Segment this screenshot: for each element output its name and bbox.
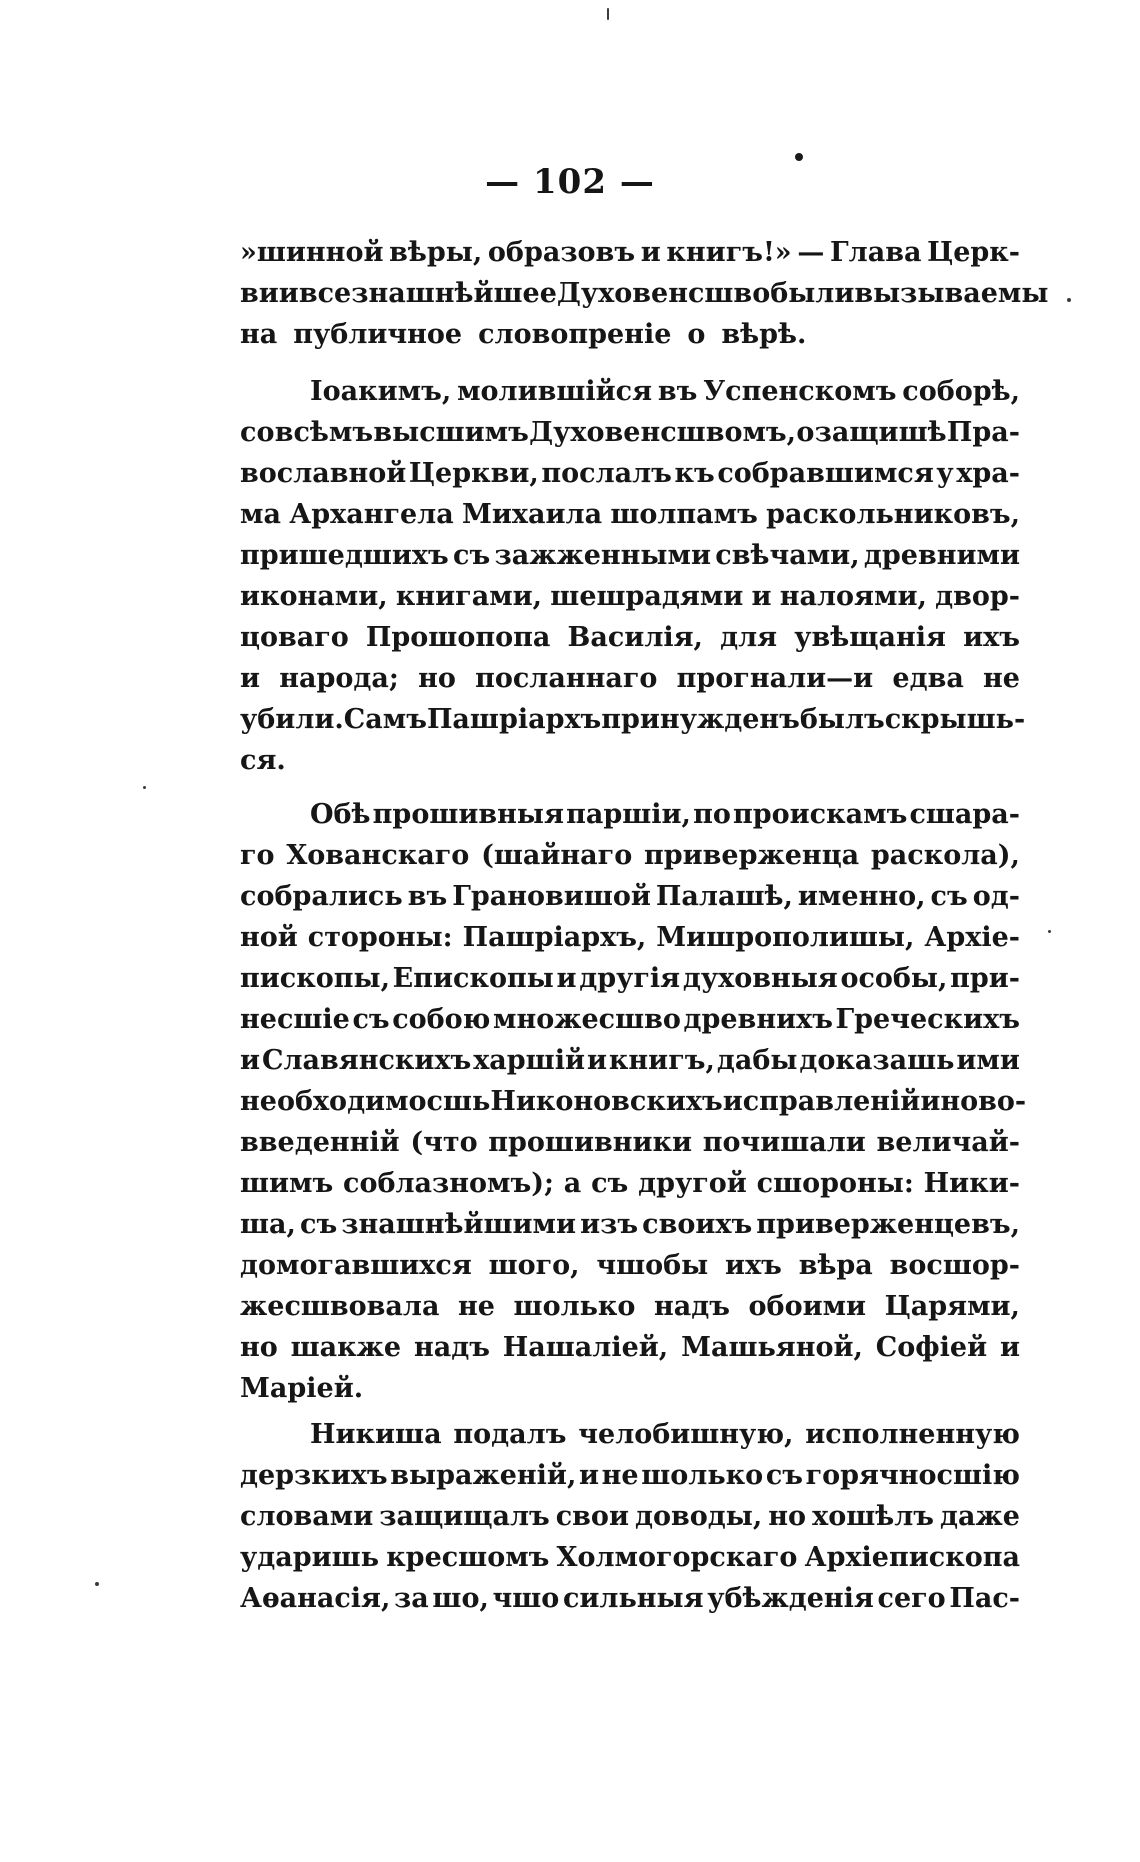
word: Духовенсшвомъ, [529, 417, 797, 448]
word: и [579, 1460, 600, 1491]
word: Грановишой [452, 881, 651, 912]
text-line [240, 794, 1020, 835]
word: ими [956, 1045, 1020, 1076]
word: съ [352, 1004, 390, 1035]
word: въ [657, 376, 698, 407]
word: народа; [279, 663, 399, 694]
word: величай- [876, 1127, 1020, 1158]
text-line [240, 1286, 1020, 1327]
word: харшій [473, 1045, 585, 1076]
word: вѣра [798, 1250, 873, 1281]
text-line [240, 412, 1020, 453]
word: знашнѣйшими [341, 1209, 577, 1240]
word: на [240, 319, 278, 350]
word: по [693, 799, 731, 830]
word: другія [579, 963, 681, 994]
word: вославной [240, 458, 407, 489]
word: Архіепископа [804, 1542, 1020, 1573]
word: »шинной [240, 237, 384, 268]
word: Церкви, [408, 458, 539, 489]
text-line [240, 958, 1020, 999]
word: едва [892, 663, 964, 694]
text-line [240, 453, 1020, 494]
text-line [240, 494, 1020, 535]
word: ударишь [240, 1542, 380, 1573]
word: Славянскихъ [261, 1045, 472, 1076]
word: приверженцевъ, [756, 1209, 1020, 1240]
word: Прошопопа [365, 622, 551, 653]
word: пископы, [240, 963, 390, 994]
word: налоями, [779, 581, 927, 612]
word: сшороны: [756, 1168, 914, 1199]
word: Василія, [567, 622, 703, 653]
word: и [920, 1086, 941, 1117]
word: Михаила [462, 499, 603, 530]
word: къ [674, 458, 715, 489]
ink-dot-mark [795, 153, 803, 161]
word: приверженца [644, 840, 860, 871]
word: другой [638, 1168, 747, 1199]
word: и [240, 663, 261, 694]
word: од- [972, 881, 1020, 912]
word: Аѳанасія, [240, 1583, 391, 1614]
word: прошивныя [372, 799, 564, 830]
word: раскола), [870, 840, 1020, 871]
word: защишѣ [814, 417, 947, 448]
word: Мишрополишы, [656, 922, 915, 953]
word: и [278, 278, 299, 309]
word: принужденъ [601, 704, 800, 735]
word: Духовенсшво [556, 278, 771, 309]
text-line [240, 371, 1020, 412]
word: исправленій [722, 1086, 921, 1117]
page-number: — 102 — [485, 162, 655, 202]
word: Церк- [927, 237, 1020, 268]
word: своихъ [642, 1209, 753, 1240]
word: ихъ [725, 1250, 782, 1281]
word: кресшомъ [386, 1542, 550, 1573]
text-line [240, 273, 1049, 314]
word: публичное [293, 319, 463, 350]
word: хра- [956, 458, 1020, 489]
word: шакже [290, 1332, 402, 1363]
word: Успенскомъ [703, 376, 897, 407]
word: древнихъ [683, 1004, 833, 1035]
word: Софіей [875, 1332, 988, 1363]
word: дабы [716, 1045, 798, 1076]
word: не [983, 663, 1020, 694]
word: Самъ [343, 704, 427, 735]
word: для [720, 622, 778, 653]
word: Пас- [949, 1583, 1020, 1614]
word: посланнаго [475, 663, 658, 694]
word: надъ [413, 1332, 490, 1363]
word: Хованскаго [286, 840, 470, 871]
word: собою [392, 1004, 491, 1035]
word: со [240, 417, 275, 448]
word: надъ [654, 1291, 730, 1322]
paper-speck [95, 1582, 99, 1586]
word: сшара- [909, 799, 1020, 830]
text-line [240, 740, 1020, 781]
word: книгъ!» [666, 237, 792, 268]
word: паршіи, [566, 799, 691, 830]
word: ихъ [963, 622, 1020, 653]
word: Царями, [884, 1291, 1020, 1322]
word: иконами, [240, 581, 388, 612]
word: Греческихъ [835, 1004, 1020, 1035]
word: Пашріархъ [426, 704, 602, 735]
text-line [240, 535, 1020, 576]
word: при- [950, 963, 1020, 994]
text-line [240, 314, 1020, 355]
word: цоваго [240, 622, 349, 653]
word: и [240, 1045, 261, 1076]
paper-speck [143, 786, 146, 789]
word: о [796, 417, 815, 448]
text-line [240, 658, 1020, 699]
word: домогавшихся [240, 1250, 472, 1281]
text-line [240, 876, 1020, 917]
word: го [240, 840, 275, 871]
paragraph-1 [240, 232, 1049, 355]
word: чшо [492, 1583, 560, 1614]
word: проискамъ [733, 799, 908, 830]
paragraph-2 [240, 371, 1026, 781]
text-line [240, 1327, 1020, 1368]
word: челобишную, [578, 1419, 794, 1450]
word: двор- [935, 581, 1020, 612]
word: знашнѣйшее [351, 278, 557, 309]
word: (что [410, 1127, 478, 1158]
word: множесшво [492, 1004, 681, 1035]
word: особы, [840, 963, 948, 994]
word: словопреніе [478, 319, 672, 350]
paragraph-3 [240, 794, 1027, 1409]
word: сего [877, 1583, 946, 1614]
word: Никиша [310, 1419, 442, 1450]
word: молившійся [457, 376, 653, 407]
word: все [298, 278, 352, 309]
word: выраженій, [390, 1460, 577, 1491]
text-line [240, 1163, 1020, 1204]
text-line [240, 1122, 1020, 1163]
word: свои [555, 1501, 629, 1532]
word: а [563, 1168, 582, 1199]
text-line [240, 1081, 1027, 1122]
word: не [601, 1460, 639, 1491]
word: несшіе [240, 1004, 350, 1035]
word: сильныя [562, 1583, 704, 1614]
word: книгъ, [608, 1045, 715, 1076]
word: Глава [830, 237, 922, 268]
word: и [556, 963, 577, 994]
word: убѣжденія [707, 1583, 874, 1614]
text-line [240, 1496, 1020, 1537]
word: Епископы [392, 963, 554, 994]
word: и [999, 1332, 1020, 1363]
word: вызываемы [854, 278, 1049, 309]
word: зажженными [494, 540, 711, 571]
word: скрышь- [884, 704, 1026, 735]
word: Іоакимъ, [310, 376, 452, 407]
word: и [586, 1045, 607, 1076]
word: Маріей. [240, 1373, 364, 1404]
text-line [240, 1414, 1020, 1455]
word: шолько [641, 1460, 764, 1491]
word: были [770, 278, 855, 309]
word: убили. [240, 704, 344, 735]
text-line [240, 699, 1026, 740]
word: образовъ [487, 237, 636, 268]
word: прошивники [488, 1127, 693, 1158]
word: и [751, 581, 772, 612]
word: чшобы [596, 1250, 709, 1281]
text-line [240, 576, 1020, 617]
word: Машьяной, [681, 1332, 863, 1363]
word: шолпамъ [610, 499, 758, 530]
word: шо, [432, 1583, 489, 1614]
word: вѣрѣ. [721, 319, 807, 350]
word: ма [240, 499, 281, 530]
word: Никоновскихъ [490, 1086, 723, 1117]
word: но [240, 1332, 278, 1363]
word: прогнали—и [676, 663, 874, 694]
word: обоими [748, 1291, 867, 1322]
word: послалъ [541, 458, 672, 489]
word: всѣмъ [274, 417, 374, 448]
word: подалъ [453, 1419, 567, 1450]
word: за [394, 1583, 429, 1614]
word: съ [930, 881, 968, 912]
word: Пашріархъ, [462, 922, 647, 953]
word: Пра- [946, 417, 1020, 448]
text-line [240, 999, 1020, 1040]
word: пришедшихъ [240, 540, 449, 571]
word: Палашѣ, [655, 881, 793, 912]
word: раскольниковъ, [766, 499, 1020, 530]
paper-speck [1067, 298, 1071, 302]
word: ся. [240, 745, 286, 776]
word: исполненную [805, 1419, 1020, 1450]
word: съ [765, 1460, 803, 1491]
text-line [240, 1537, 1020, 1578]
word: шого, [488, 1250, 580, 1281]
word: Обѣ [310, 799, 371, 830]
paper-speck [607, 8, 609, 20]
word: доказашь [799, 1045, 955, 1076]
word: высшимъ [373, 417, 529, 448]
word: изъ [580, 1209, 639, 1240]
text-line [240, 617, 1020, 658]
word: собрались [240, 881, 403, 912]
text-line [240, 1245, 1020, 1286]
word: и [640, 237, 661, 268]
word: Архангела [289, 499, 454, 530]
word: введенній [240, 1127, 400, 1158]
paper-speck [1048, 930, 1051, 933]
word: жесшвовала [240, 1291, 440, 1322]
word: дерзкихъ [240, 1460, 388, 1491]
word: собравшимся [717, 458, 934, 489]
word: вѣры, [389, 237, 483, 268]
text-line [240, 232, 1020, 273]
word: но [418, 663, 456, 694]
word: но [768, 1501, 807, 1532]
word: хошѣлъ [812, 1501, 934, 1532]
word: у [936, 458, 954, 489]
word: — [797, 237, 825, 268]
word: стороны: [307, 922, 453, 953]
word: съ [300, 1209, 338, 1240]
word: свѣчами, [715, 540, 860, 571]
word: книгами, [395, 581, 543, 612]
word: Ники- [923, 1168, 1020, 1199]
word: шолько [513, 1291, 636, 1322]
word: ново- [940, 1086, 1027, 1117]
text-line [240, 1578, 1020, 1619]
word: соблазномъ); [343, 1168, 554, 1199]
word: доводы, [635, 1501, 763, 1532]
word: духовныя [682, 963, 838, 994]
text-line [240, 1040, 1020, 1081]
word: увѣщанія [794, 622, 946, 653]
word: необходимосшь [240, 1086, 491, 1117]
text-line [240, 1455, 1020, 1496]
word: именно, [797, 881, 926, 912]
word: съ [453, 540, 491, 571]
word: (шайнаго [481, 840, 633, 871]
word: почишали [702, 1127, 866, 1158]
word: словами [240, 1501, 374, 1532]
word: не [458, 1291, 495, 1322]
word: шимъ [240, 1168, 334, 1199]
word: древними [863, 540, 1020, 571]
word: ви [240, 278, 279, 309]
word: Холмогорскаго [556, 1542, 798, 1573]
text-line [240, 1368, 1020, 1409]
word: соборѣ, [902, 376, 1020, 407]
word: о [687, 319, 706, 350]
word: восшор- [889, 1250, 1020, 1281]
word: въ [407, 881, 448, 912]
text-line [240, 917, 1020, 958]
word: Архіе- [924, 922, 1020, 953]
word: съ [591, 1168, 629, 1199]
word: горячносшію [805, 1460, 1020, 1491]
word: защищалъ [379, 1501, 550, 1532]
word: Нашаліей, [502, 1332, 669, 1363]
paragraph-4 [240, 1414, 1020, 1619]
word: ной [240, 922, 298, 953]
word: даже [940, 1501, 1020, 1532]
text-line [240, 835, 1020, 876]
word: былъ [799, 704, 885, 735]
text-line [240, 1204, 1020, 1245]
word: ша, [240, 1209, 296, 1240]
word: шешрадями [550, 581, 744, 612]
